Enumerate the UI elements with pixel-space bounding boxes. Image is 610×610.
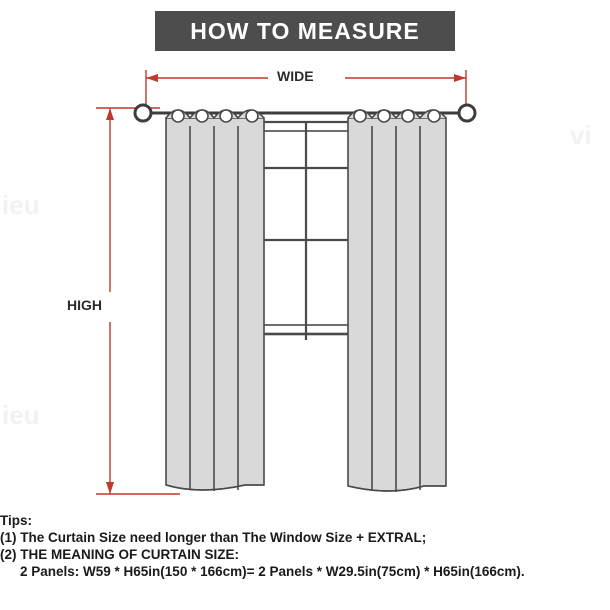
left-curtain-panel	[166, 110, 264, 491]
tips-line-1: (1) The Curtain Size need longer than The Window Size + EXTRAL;	[0, 530, 427, 545]
right-curtain-panel	[348, 110, 446, 492]
watermark-text: vi	[570, 120, 592, 150]
high-label: HIGH	[63, 297, 106, 313]
page-title: HOW TO MEASURE	[190, 17, 420, 44]
watermark-text: ieu	[2, 190, 40, 220]
tips-heading: Tips:	[0, 513, 33, 528]
tips-line-2: (2) THE MEANING OF CURTAIN SIZE:	[0, 547, 239, 562]
tips-block	[0, 512, 610, 580]
watermark-text: ieu	[2, 400, 40, 430]
tips-line-3: 2 Panels: W59 * H65in(150 * 166cm)= 2 Panels * W29.5in(75cm) * H65in(166cm).	[20, 564, 525, 579]
wide-label: WIDE	[272, 68, 319, 84]
